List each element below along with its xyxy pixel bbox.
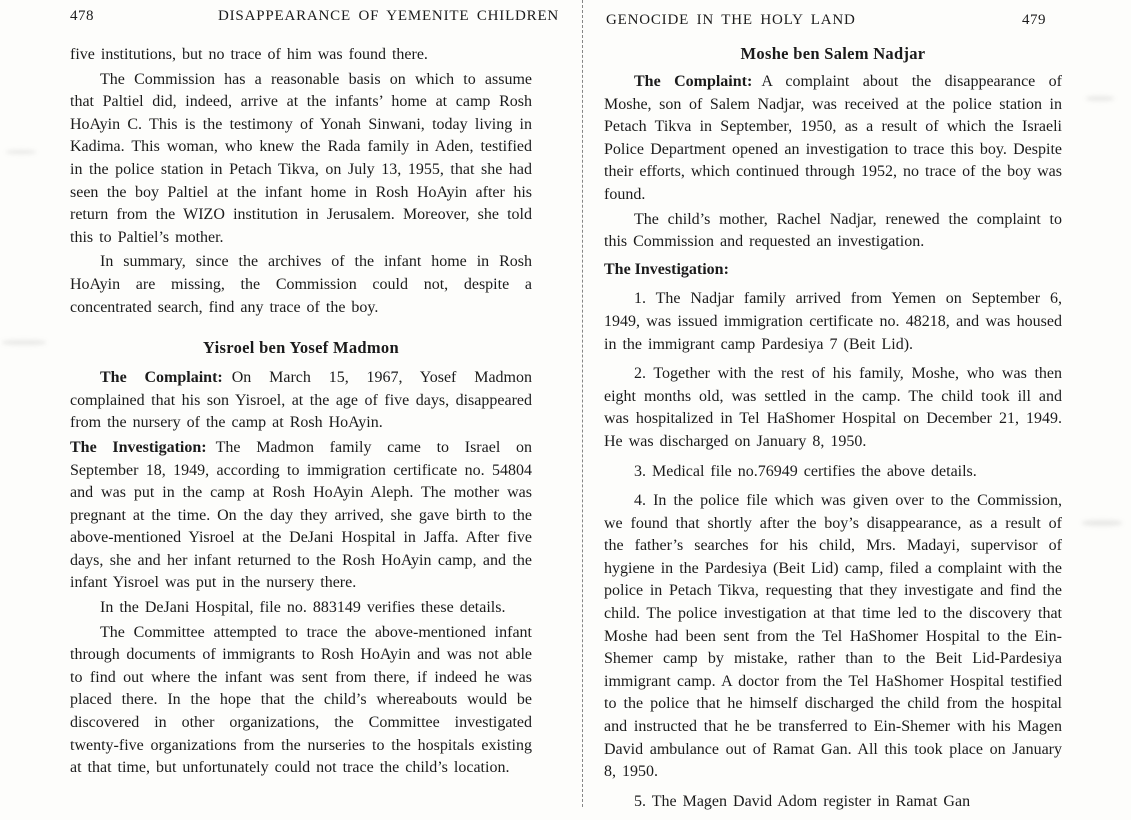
investigation-item-2: 2. Together with the rest of his family, Moshe, who was then eight months old, was settled in the camp. The child took ill and was hospitalized in Tel HaShomer Hospital on December 21, 1949. He was discharged on January 8, 1950. xyxy=(604,365,1062,450)
right-page-number: 479 xyxy=(1022,12,1046,28)
left-page xyxy=(70,8,560,782)
complaint-text: A complaint about the disappearance of Moshe, son of Salem Nadjar, was received at the police station in Petach Tikva in September, 1950, as a result of which the Israeli Police Department opened an investigation to trace this boy. Despite their efforts, which continued through 1952, no trace of the boy was found. xyxy=(604,73,1063,203)
right-page-body xyxy=(604,44,1062,813)
investigation-heading: The Investigation: xyxy=(604,260,729,278)
scan-smudge xyxy=(1082,520,1122,526)
investigation-text: The Madmon family came to Israel on September 18, 1949, according to immigration certificate no. 54804 and was put in the camp at Rosh HoAyin Aleph. The mother was pregnant at the time. On the day they arrived, she gave birth to the above-mentioned Yisroel at the DeJani Hospital in Jaffa. After five days, she and her infant returned to the Rosh HoAyin camp, and the infant Yisroel was put in the nursery there. xyxy=(70,438,532,592)
left-header-title: DISAPPEARANCE OF YEMENITE CHILDREN xyxy=(218,8,560,24)
complaint-text: On March 15, 1967, Yosef Madmon complained that his son Yisroel, at the age of five days, disappeared from the nursery of the camp at Rosh HoAyin. xyxy=(70,369,532,432)
section-heading-madmon: Yisroel ben Yosef Madmon xyxy=(203,338,399,358)
paragraph-committee-trace: The Committee attempted to trace the above-mentioned infant through documents of immigrants to Rosh HoAyin and was not able to find out where the infant was sent from there, if indeed he was placed there. In the hope that the child’s whereabouts would be discovered in other organizations, the Committee investigated twenty-five organizations from the nurseries to the hospitals existing at that time, but unfortunately could not trace the child’s location. xyxy=(70,623,532,777)
complaint-label: The Complaint: xyxy=(634,73,753,90)
paragraph-summary: In summary, since the archives of the infant home in Rosh HoAyin are missing, the Commission could not, despite a concentrated search, find any trace of the boy. xyxy=(70,253,532,316)
page-gutter-divider xyxy=(582,0,583,807)
paragraph-nadjar-complaint xyxy=(604,71,1062,207)
investigation-item-1: 1. The Nadjar family arrived from Yemen on September 6, 1949, was issued immigration certificate no. 48218, and was housed in the immigrant camp Pardesiya 7 (Beit Lid). xyxy=(604,290,1062,353)
paragraph-continuation: five institutions, but no trace of him was found there. xyxy=(70,46,428,63)
investigation-item-4: 4. In the police file which was given over to the Commission, we found that shortly after the boy’s disappearance, as a result of the father’s searches for his child, Mrs. Madayi, supervisor of hygiene in the Pardesiya (Beit Lid) camp, filed a complaint with the police in Petach Tikva, requesting that they investigate and find the child. The police investigation at that time led to the discovery that Moshe had been sent from the Tel HaShomer Hospital to the Ein-Shemer camp by mistake, rather than to the Beit Lid-Pardesiya immigrant camp. A doctor from the Tel HaShomer Hospital testified to the police that he himself discharged the child from the hospital and instructed that he be transferred to Ein-Shemer with his Magen David ambulance out of Ramat Gan. All this took place on January 8, 1950. xyxy=(604,492,1062,781)
left-page-body xyxy=(70,44,532,780)
paragraph-dejani-file: In the DeJani Hospital, file no. 883149 verifies these details. xyxy=(100,599,506,617)
section-heading-nadjar: Moshe ben Salem Nadjar xyxy=(740,44,926,63)
left-page-number: 478 xyxy=(70,8,94,24)
paragraph-commission-basis: The Commission has a reasonable basis on which to assume that Paltiel did, indeed, arrive at the infants’ home at camp Rosh HoAyin C. This is the testimony of Yonah Sinwani, today living in Kadima. This woman, who knew the Rada family in Aden, testified in the police station in Petach Tikva, on July 13, 1955, that she had seen the boy Paltiel at the infant home in Rosh HoAyin after his return from the WIZO institution in Jerusalem. Moreover, she told this to Paltiel’s mother. xyxy=(70,70,532,246)
scan-smudge xyxy=(6,150,36,154)
right-page xyxy=(604,8,1062,820)
paragraph-nadjar-renewal: The child’s mother, Rachel Nadjar, renewed the complaint to this Commission and requested an investigation. xyxy=(604,210,1062,251)
scan-smudge xyxy=(2,340,46,345)
right-header-title: GENOCIDE IN THE HOLY LAND xyxy=(606,12,856,28)
paragraph-madmon-complaint xyxy=(70,367,532,435)
scan-smudge xyxy=(1086,96,1114,101)
investigation-label: The Investigation: xyxy=(70,438,207,456)
complaint-label: The Complaint: xyxy=(100,369,223,387)
investigation-item-5: 5. The Magen David Adom register in Ramat Gan xyxy=(634,792,971,810)
left-running-header xyxy=(70,8,560,30)
right-running-header xyxy=(604,8,1062,30)
investigation-item-3: 3. Medical file no.76949 certifies the above details. xyxy=(634,462,977,480)
paragraph-madmon-investigation xyxy=(70,437,532,595)
